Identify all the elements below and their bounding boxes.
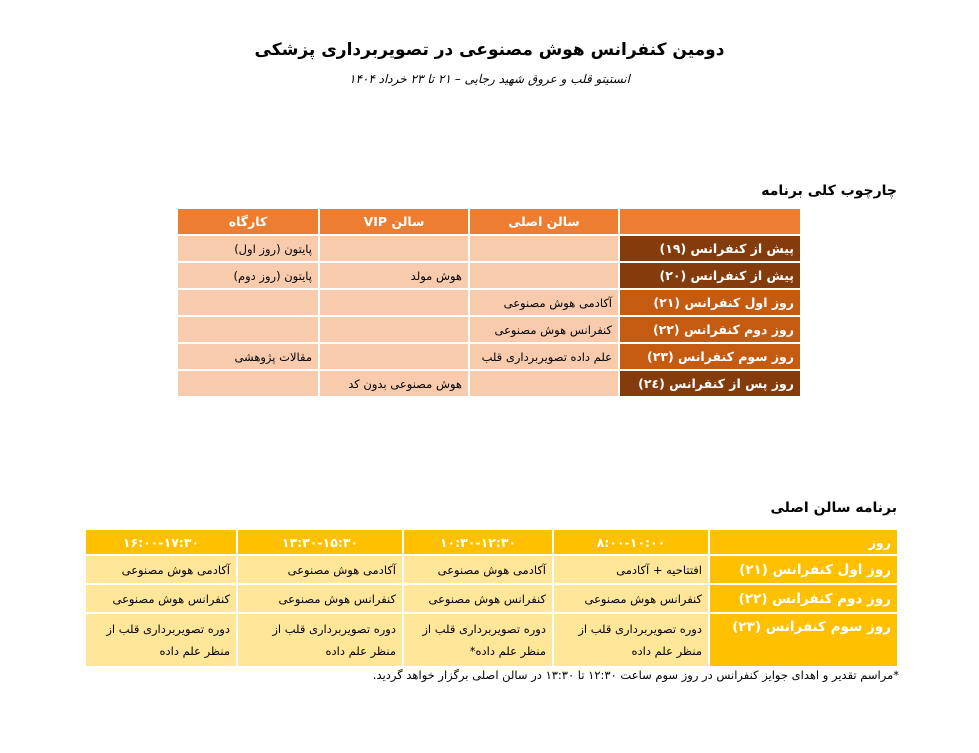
row-label: روز پس از کنفرانس (۲٤) <box>619 370 801 397</box>
framework-header-row <box>177 208 801 235</box>
table-row <box>177 343 801 370</box>
table-row <box>177 370 801 397</box>
row-label: روز سوم کنفرانس (۲۳) <box>709 613 898 667</box>
table-row <box>177 289 801 316</box>
table-row <box>177 316 801 343</box>
table-cell: هوش مولد <box>319 262 469 289</box>
framework-col-header: سالن اصلی <box>469 208 619 235</box>
table-cell <box>469 370 619 397</box>
main-hall-heading: برنامه سالن اصلی <box>770 500 897 516</box>
table-cell: مقالات پژوهشی <box>177 343 319 370</box>
table-cell: کنفرانس هوش مصنوعی <box>553 584 709 613</box>
document-title: دومین کنفرانس هوش مصنوعی در تصویربرداری پزشکی <box>254 40 725 60</box>
row-label: روز دوم کنفرانس (۲۲) <box>709 584 898 613</box>
main-hall-col-header: ۱۳:۳۰-۱۵:۳۰ <box>237 529 403 555</box>
table-row <box>85 613 898 667</box>
table-row <box>177 262 801 289</box>
table-cell: آکادمی هوش مصنوعی <box>469 289 619 316</box>
table-cell: علم داده تصویربرداری قلب <box>469 343 619 370</box>
framework-heading: چارچوب کلی برنامه <box>761 183 897 199</box>
table-cell <box>177 370 319 397</box>
row-label: روز سوم کنفرانس (۲۳) <box>619 343 801 370</box>
main-hall-col-header: ۸:۰۰-۱۰:۰۰ <box>553 529 709 555</box>
row-label: پیش از کنفرانس (۲۰) <box>619 262 801 289</box>
main-hall-col-header: روز <box>709 529 898 555</box>
table-cell <box>177 316 319 343</box>
table-cell: دوره تصویربرداری قلب از منظر علم داده <box>237 613 403 667</box>
table-cell <box>319 289 469 316</box>
table-cell <box>319 343 469 370</box>
row-label: پیش از کنفرانس (۱۹) <box>619 235 801 262</box>
row-label: روز دوم کنفرانس (۲۲) <box>619 316 801 343</box>
table-cell: پایتون (روز اول) <box>177 235 319 262</box>
table-cell <box>469 262 619 289</box>
table-cell <box>319 235 469 262</box>
table-row <box>177 235 801 262</box>
main-hall-header-row <box>85 529 898 555</box>
row-label: روز اول کنفرانس (۲۱) <box>619 289 801 316</box>
table-cell: دوره تصویربرداری قلب از منظر علم داده <box>85 613 237 667</box>
table-cell: کنفرانس هوش مصنوعی <box>237 584 403 613</box>
main-hall-table <box>84 528 899 668</box>
footnote: *مراسم تقدیر و اهدای جوایز کنفرانس در روز سوم ساعت ۱۲:۳۰ تا ۱۳:۳۰ در سالن اصلی برگزار خواهد گردید. <box>372 668 899 682</box>
framework-col-header <box>619 208 801 235</box>
table-row <box>85 555 898 584</box>
table-cell <box>469 235 619 262</box>
table-cell: کنفرانس هوش مصنوعی <box>85 584 237 613</box>
framework-col-header: کارگاه <box>177 208 319 235</box>
main-hall-col-header: ۱۰:۳۰-۱۲:۳۰ <box>403 529 553 555</box>
table-cell: کنفرانس هوش مصنوعی <box>403 584 553 613</box>
table-cell <box>319 316 469 343</box>
table-cell: دوره تصویربرداری قلب از منظر علم داده* <box>403 613 553 667</box>
table-cell: آکادمی هوش مصنوعی <box>237 555 403 584</box>
table-cell: پایتون (روز دوم) <box>177 262 319 289</box>
framework-table <box>176 207 802 398</box>
table-cell: آکادمی هوش مصنوعی <box>85 555 237 584</box>
document-subtitle: انستیتو قلب و عروق شهید رجایی – ۲۱ تا ۲۳ خرداد ۱۴۰۴ <box>349 72 630 86</box>
row-label: روز اول کنفرانس (۲۱) <box>709 555 898 584</box>
table-cell: دوره تصویربرداری قلب از منظر علم داده <box>553 613 709 667</box>
table-cell <box>177 289 319 316</box>
table-cell: آکادمی هوش مصنوعی <box>403 555 553 584</box>
table-row <box>85 584 898 613</box>
table-cell: هوش مصنوعی بدون کد <box>319 370 469 397</box>
table-cell: افتتاحیه + آکادمی <box>553 555 709 584</box>
framework-col-header: سالن VIP <box>319 208 469 235</box>
main-hall-col-header: ۱۶:۰۰-۱۷:۳۰ <box>85 529 237 555</box>
table-cell: کنفرانس هوش مصنوعی <box>469 316 619 343</box>
